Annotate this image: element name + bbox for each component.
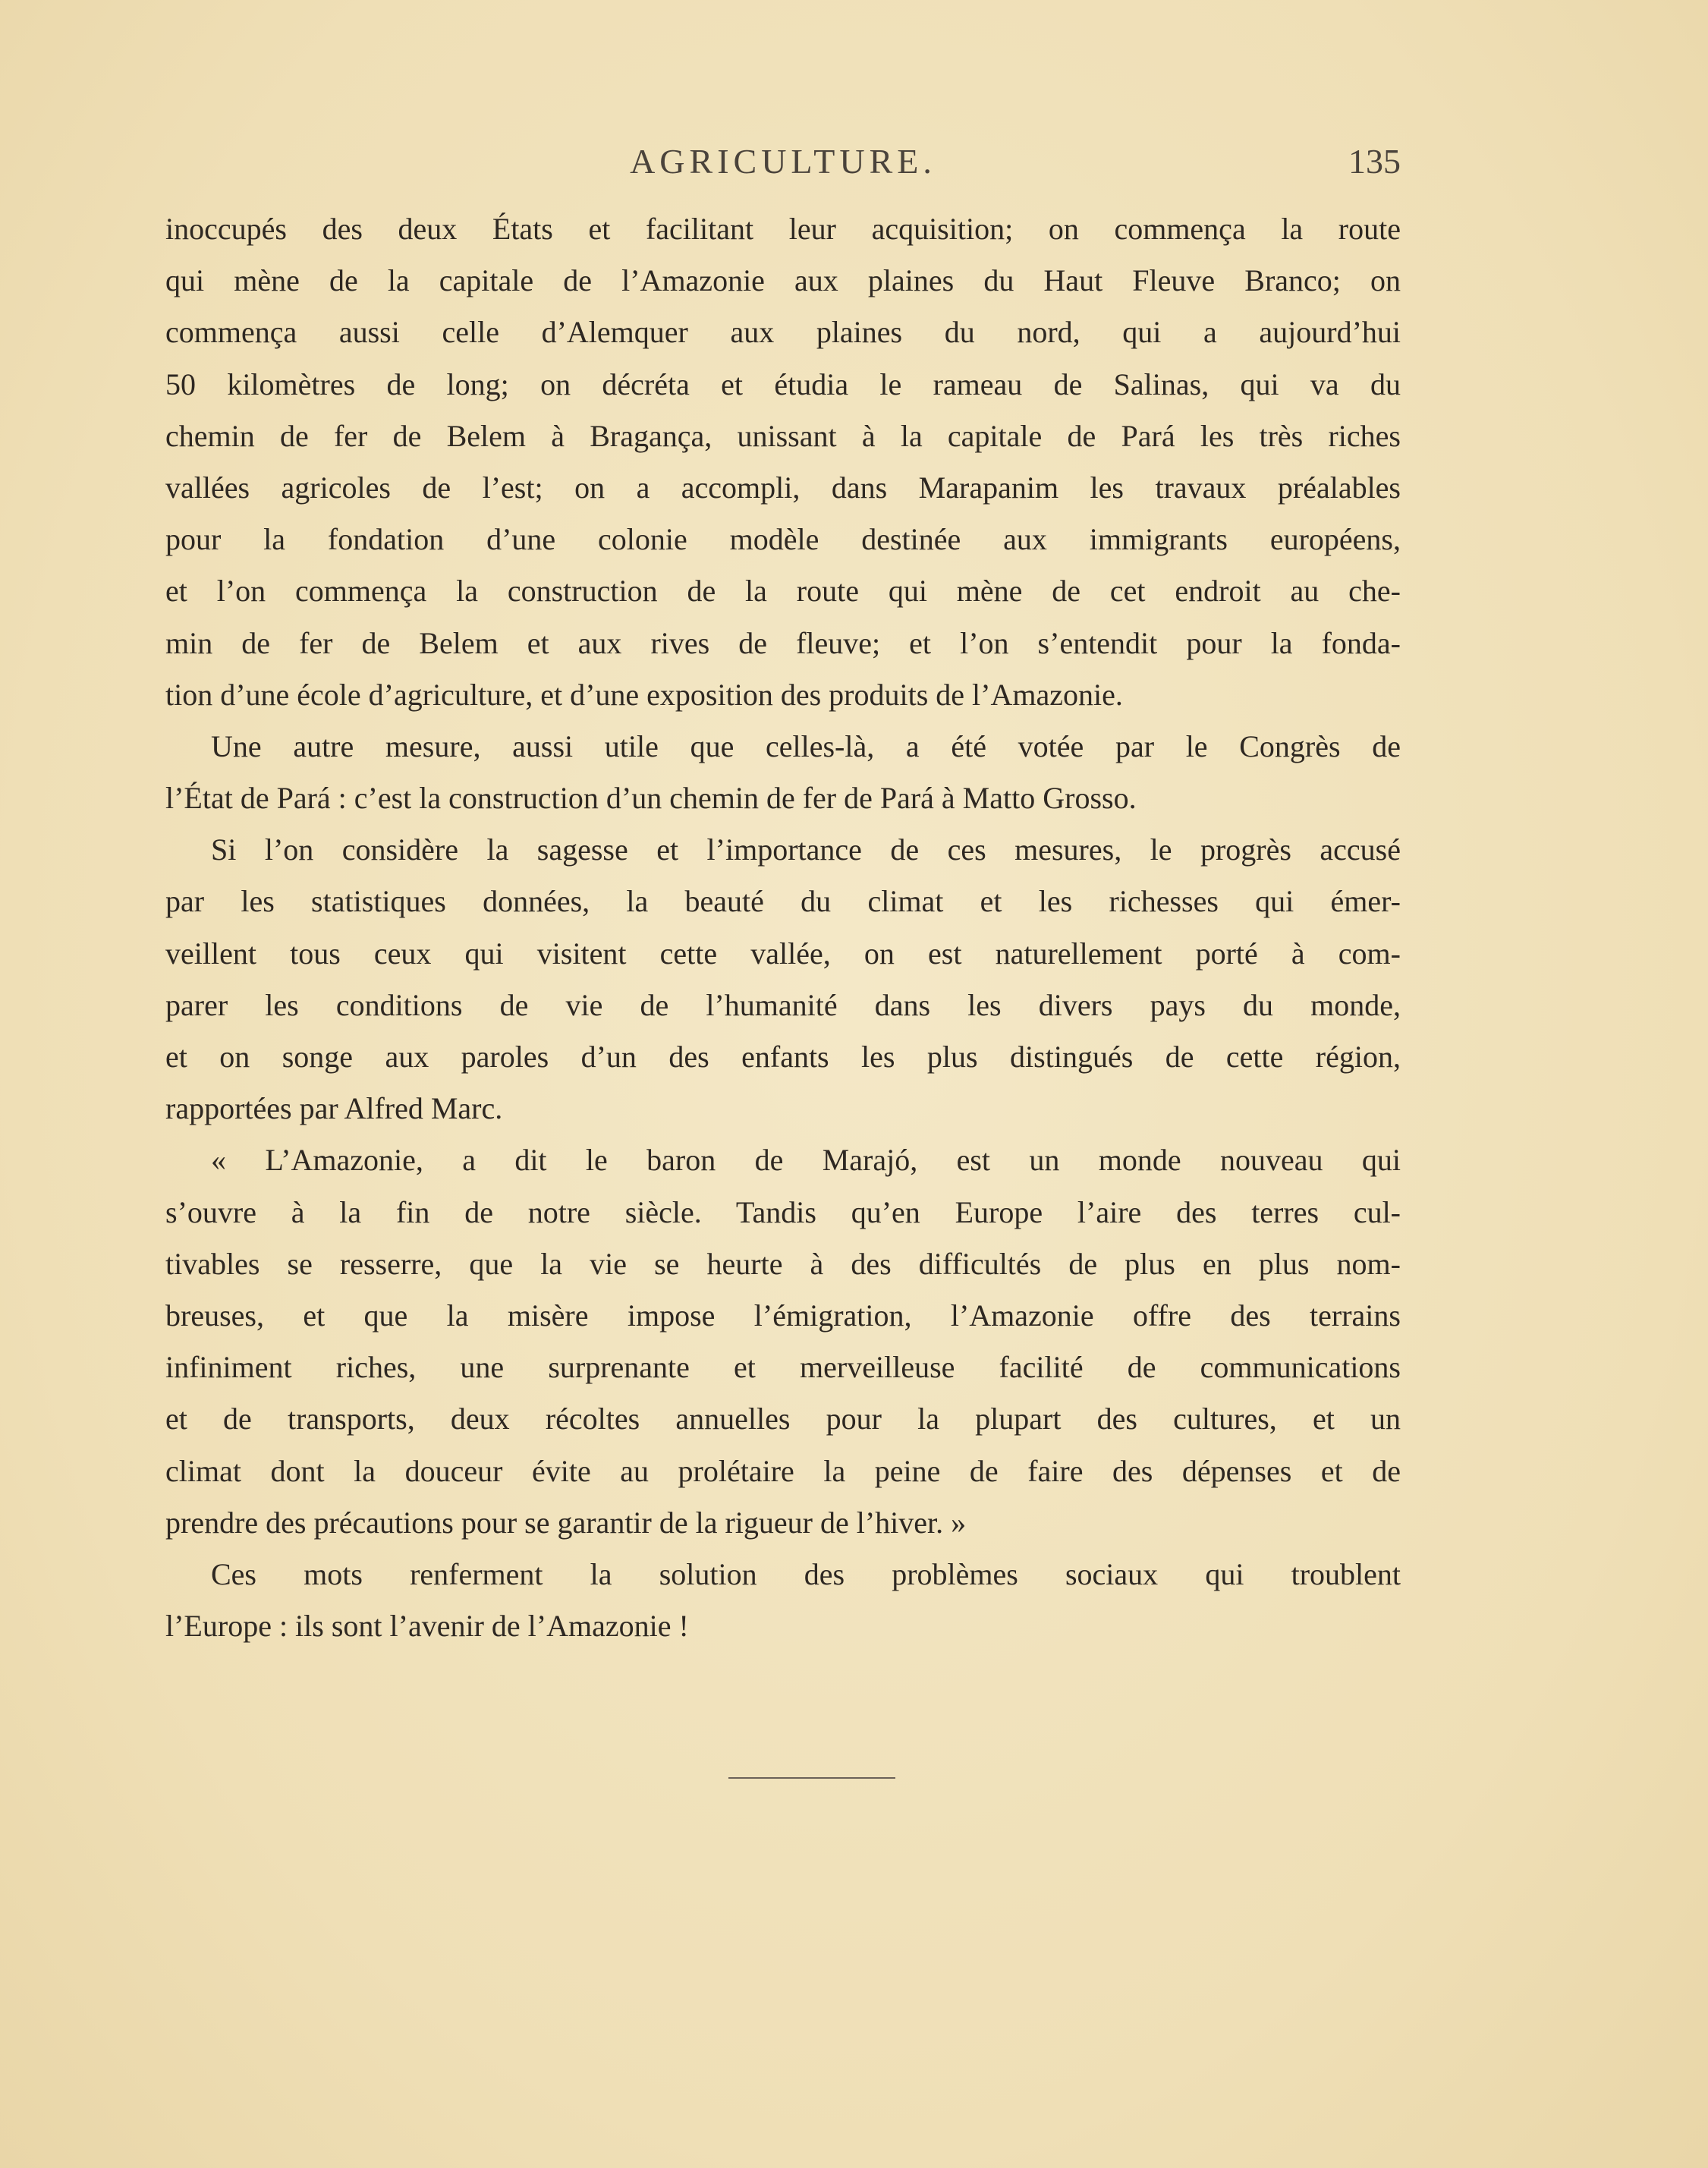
text-line: infiniment riches, une surprenante et merveilleuse facilité de communications [165,1350,1401,1385]
text-line: l’Europe : ils sont l’avenir de l’Amazonie ! [165,1609,689,1644]
chapter-title: AGRICULTURE. [630,142,936,181]
paragraph-start-line: Une autre mesure, aussi utile que celles-là, a été votée par le Congrès de [211,728,1401,763]
text-line: tion d’une école d’agriculture, et d’une exposition des produits de l’Amazonie. [165,677,1123,712]
quote-start-line: « L’Amazonie, a dit le baron de Marajó, est un monde nouveau qui [211,1143,1401,1178]
text-line: climat dont la douceur évite au prolétaire la peine de faire des dépenses et de [165,1453,1401,1488]
text-line: veillent tous ceux qui visitent cette vallée, on est naturellement porté à com- [165,936,1401,971]
body-text [165,203,1401,1652]
paragraph-start-line: Ces mots renferment la solution des problèmes sociaux qui troublent [211,1556,1401,1591]
text-line: commença aussi celle d’Alemquer aux plaines du nord, qui a aujourd’hui [165,315,1401,350]
text-line: qui mène de la capitale de l’Amazonie aux plaines du Haut Fleuve Branco; on [165,263,1401,298]
text-line: et l’on commença la construction de la route qui mène de cet endroit au che- [165,574,1401,609]
text-line: pour la fondation d’une colonie modèle destinée aux immigrants européens, [165,522,1401,557]
text-line: par les statistiques données, la beauté du climat et les richesses qui émer- [165,884,1401,919]
text-line: prendre des précautions pour se garantir de la rigueur de l’hiver. » [165,1505,967,1540]
text-line: min de fer de Belem et aux rives de fleuve; et l’on s’entendit pour la fonda- [165,625,1401,660]
text-line: parer les conditions de vie de l’humanité dans les divers pays du monde, [165,987,1401,1022]
text-line: chemin de fer de Belem à Bragança, unissant à la capitale de Pará les très riches [165,418,1401,453]
text-line: vallées agricoles de l’est; on a accompli, dans Marapanim les travaux préalables [165,470,1401,505]
text-line: inoccupés des deux États et facilitant leur acquisition; on commença la route [165,212,1401,246]
page-number: 135 [1348,142,1401,181]
text-line: breuses, et que la misère impose l’émigration, l’Amazonie offre des terrains [165,1298,1401,1333]
text-line: tivables se resserre, que la vie se heurte à des difficultés de plus en plus nom- [165,1246,1401,1281]
text-line: 50 kilomètres de long; on décréta et étudia le rameau de Salinas, qui va du [165,367,1401,401]
text-line: l’État de Pará : c’est la construction d’un chemin de fer de Pará à Matto Grosso. [165,781,1137,816]
end-rule-divider [728,1777,895,1779]
text-line: et on songe aux paroles d’un des enfants les plus distingués de cette région, [165,1040,1401,1074]
running-head [165,141,1401,187]
text-line: s’ouvre à la fin de notre siècle. Tandis qu’en Europe l’aire des terres cul- [165,1194,1401,1229]
text-line: et de transports, deux récoltes annuelles pour la plupart des cultures, et un [165,1402,1401,1436]
text-line: rapportées par Alfred Marc. [165,1091,503,1126]
paragraph-start-line: Si l’on considère la sagesse et l’importance de ces mesures, le progrès accusé [211,832,1401,867]
